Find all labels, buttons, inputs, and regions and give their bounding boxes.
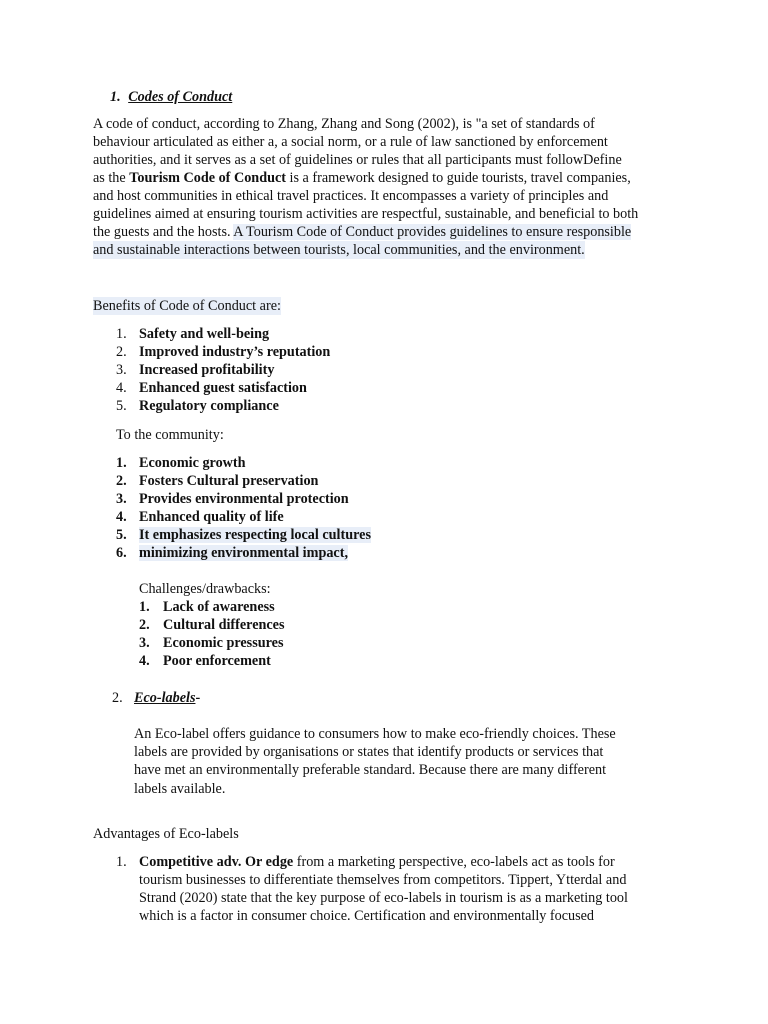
paragraph-line: A code of conduct, according to Zhang, Zhang and Song (2002), is "a set of standards of	[93, 116, 595, 132]
text-run: from a marketing perspective, eco-labels act as tools for	[293, 854, 615, 870]
list-item-text: Increased profitability	[139, 362, 275, 378]
list-item	[116, 853, 615, 871]
list-number: 2.	[139, 617, 150, 633]
list-number: 2.	[116, 344, 127, 360]
list-item-text: Lack of awareness	[163, 599, 275, 615]
text-run: is a framework designed to guide tourists, travel companies,	[286, 170, 631, 186]
list-number: 4.	[139, 653, 150, 669]
list-item	[116, 343, 330, 361]
list-number: 5.	[116, 398, 127, 414]
list-item-text: Fosters Cultural preservation	[139, 473, 319, 489]
paragraph-line: guidelines aimed at ensuring tourism activities are respectful, sustainable, and beneficial to both	[93, 206, 639, 222]
paragraph-line: labels are provided by organisations or states that identify products or services that	[134, 744, 604, 760]
list-item-text: Economic pressures	[163, 635, 284, 651]
list-number: 2.	[116, 473, 127, 489]
list-item	[116, 325, 269, 343]
challenges-heading: Challenges/drawbacks:	[139, 581, 271, 597]
advantages-heading: Advantages of Eco-labels	[93, 826, 239, 842]
list-item	[116, 361, 274, 379]
benefits-heading: Benefits of Code of Conduct are:	[93, 298, 281, 314]
list-item-text: Cultural differences	[163, 617, 285, 633]
paragraph-line: and host communities in ethical travel practices. It encompasses a variety of principles and	[93, 188, 609, 204]
list-item-text: It emphasizes respecting local cultures	[139, 527, 371, 543]
list-number: 3.	[116, 491, 127, 507]
list-item	[139, 652, 271, 670]
list-item	[116, 472, 318, 490]
paragraph-line: behaviour articulated as either a, a social norm, or a rule of law sanctioned by enforcement	[93, 134, 608, 150]
paragraph-line: authorities, and it serves as a set of guidelines or rules that all participants must followDefine	[93, 152, 622, 168]
section-1-heading	[110, 88, 232, 106]
section-1-title: Codes of Conduct	[128, 89, 233, 105]
section-2-dash: -	[195, 690, 201, 706]
section-2-heading	[112, 689, 200, 707]
section-2-title: Eco-labels	[134, 690, 196, 706]
list-item-text: Enhanced guest satisfaction	[139, 380, 307, 396]
paragraph-line: labels available.	[134, 781, 226, 797]
section-1-number: 1.	[110, 89, 121, 105]
highlighted-text: and sustainable interactions between tourists, local communities, and the environment.	[93, 242, 585, 258]
list-item-lead: Competitive adv. Or edge	[139, 854, 294, 870]
list-item	[116, 526, 371, 544]
paragraph-line: An Eco-label offers guidance to consumers how to make eco-friendly choices. These	[134, 726, 616, 742]
list-item-text: Provides environmental protection	[139, 491, 349, 507]
list-item-text: Regulatory compliance	[139, 398, 279, 414]
list-item	[116, 490, 349, 508]
list-number: 1.	[116, 854, 127, 870]
list-number: 1.	[116, 326, 127, 342]
paragraph-line	[93, 223, 631, 241]
text-run: as the	[93, 170, 130, 186]
list-item-text: Economic growth	[139, 455, 246, 471]
list-number: 5.	[116, 527, 127, 543]
list-item-text: Poor enforcement	[163, 653, 271, 669]
list-number: 1.	[139, 599, 150, 615]
section-2-number: 2.	[112, 690, 123, 706]
list-item-text: Enhanced quality of life	[139, 509, 284, 525]
paragraph-line: which is a factor in consumer choice. Certification and environmentally focused	[139, 908, 595, 924]
list-item	[139, 634, 283, 652]
paragraph-line	[93, 169, 631, 187]
community-heading: To the community:	[116, 427, 224, 443]
text-run: the guests and the hosts.	[93, 224, 234, 240]
paragraph-line: have met an environmentally preferable standard. Because there are many different	[134, 762, 607, 778]
list-number: 3.	[116, 362, 127, 378]
list-item	[116, 454, 246, 472]
list-number: 4.	[116, 509, 127, 525]
list-number: 3.	[139, 635, 150, 651]
paragraph-line: tourism businesses to differentiate themselves from competitors. Tippert, Ytterdal and	[139, 872, 627, 888]
paragraph-line: Strand (2020) state that the key purpose of eco-labels in tourism is as a marketing tool	[139, 890, 628, 906]
list-number: 1.	[116, 455, 127, 471]
list-item	[116, 508, 284, 526]
list-item-text: Safety and well-being	[139, 326, 270, 342]
list-item	[116, 397, 279, 415]
list-number: 6.	[116, 545, 127, 561]
list-item	[139, 598, 275, 616]
highlighted-text: A Tourism Code of Conduct provides guidelines to ensure responsible	[233, 224, 632, 240]
list-item-text: Improved industry’s reputation	[139, 344, 331, 360]
bold-term: Tourism Code of Conduct	[129, 170, 286, 186]
list-item	[116, 379, 307, 397]
list-item	[139, 616, 285, 634]
list-item-text: minimizing environmental impact,	[139, 545, 348, 561]
list-item	[116, 544, 348, 562]
list-number: 4.	[116, 380, 127, 396]
